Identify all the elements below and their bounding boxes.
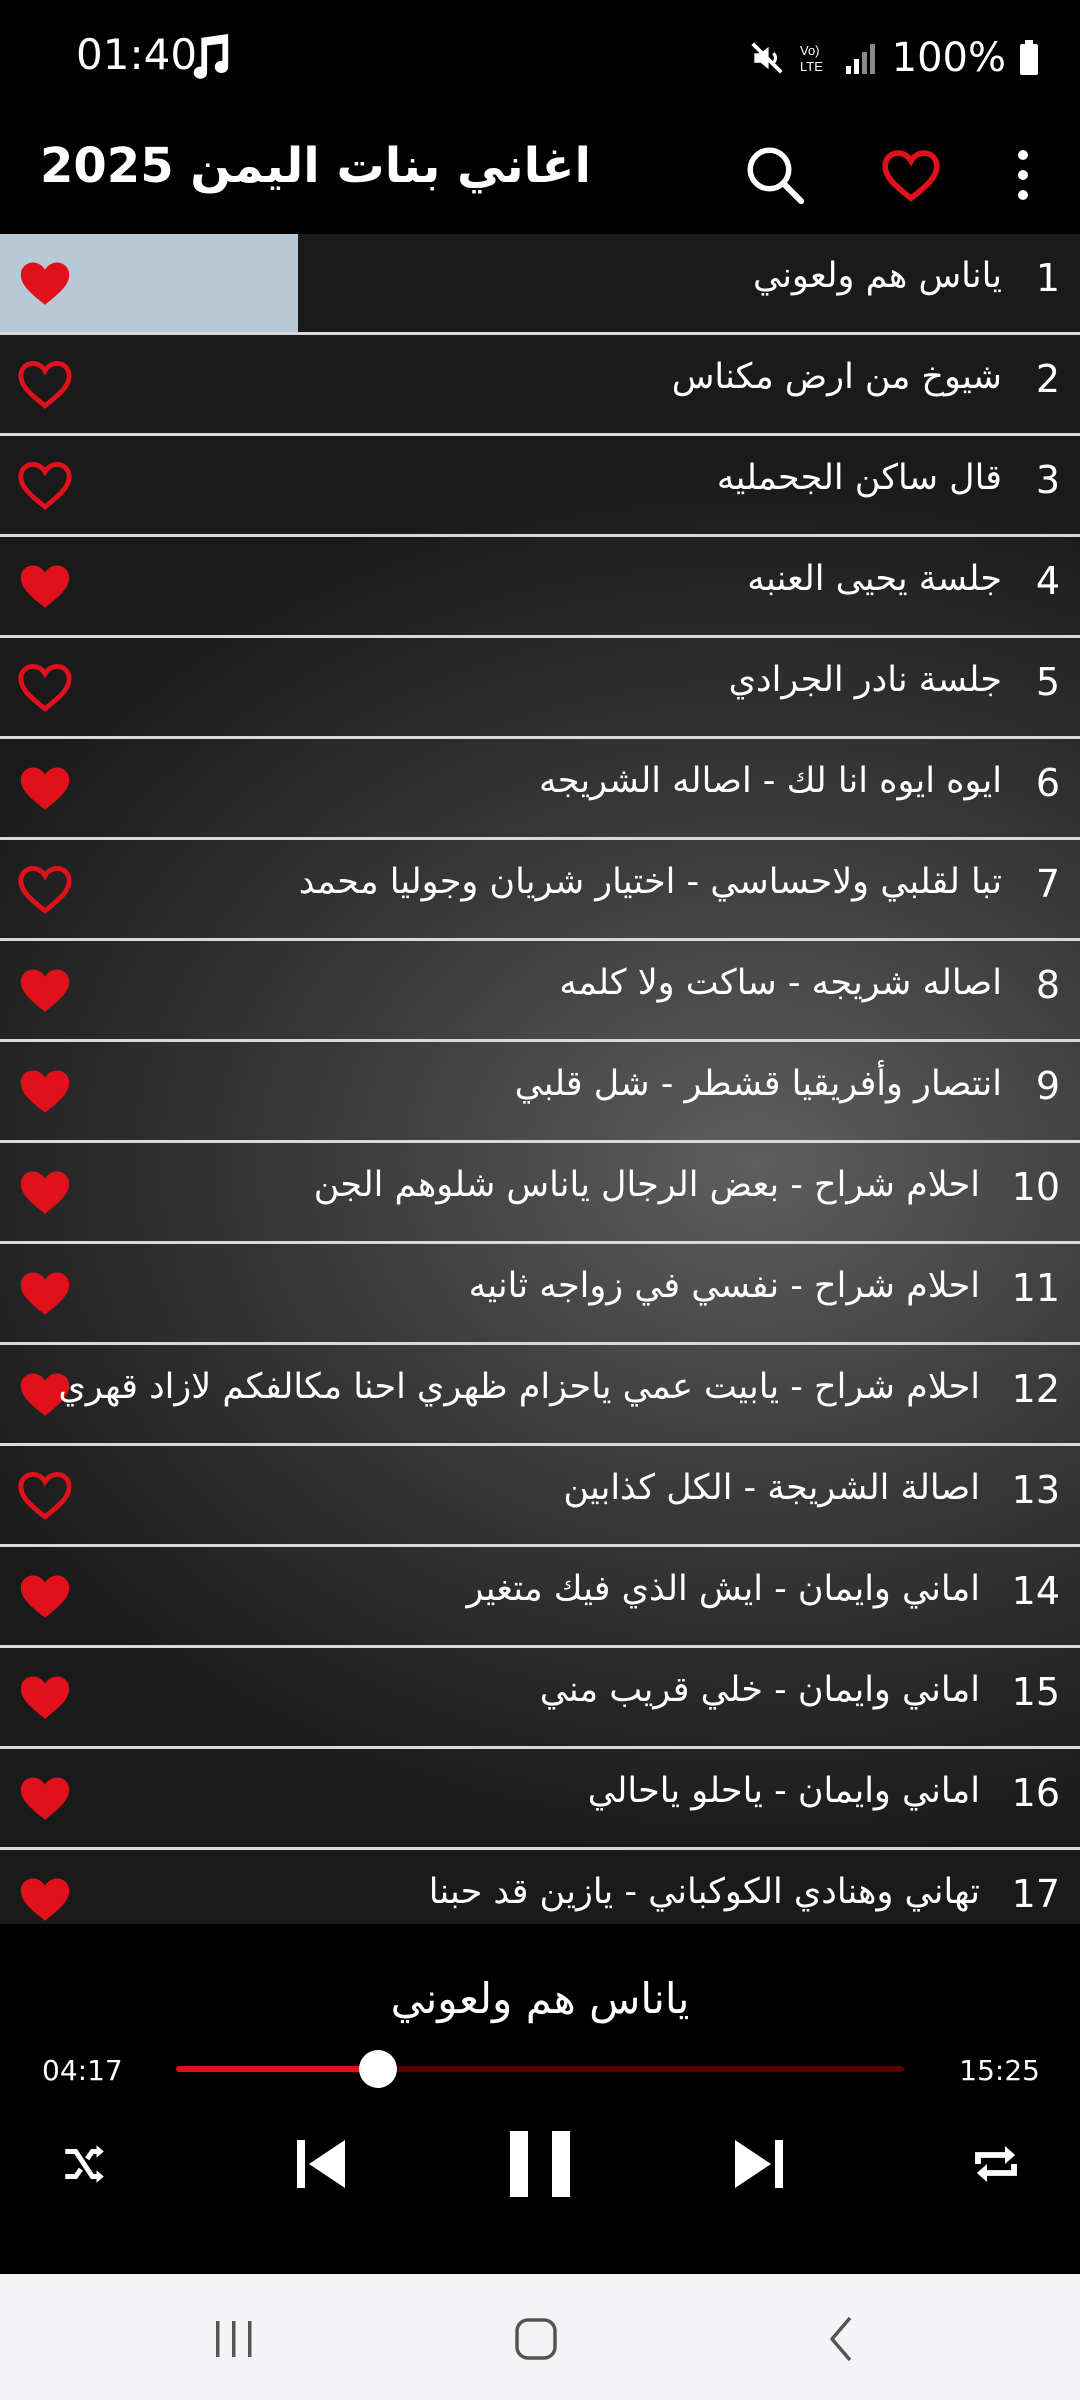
heart-outline-icon[interactable]	[16, 660, 74, 714]
status-bar	[0, 0, 1080, 120]
song-row[interactable]	[0, 1547, 1080, 1648]
pause-icon	[507, 2128, 573, 2200]
song-title: احلام شراح - بعض الرجال ياناس شلوهم الجن	[313, 1165, 980, 1205]
heart-filled-icon[interactable]	[16, 1670, 74, 1724]
heart-filled-icon[interactable]	[16, 1771, 74, 1825]
song-number: 11	[1011, 1266, 1060, 1310]
heart-filled-icon[interactable]	[16, 1872, 74, 1924]
song-title: اماني وايمان - ايش الذي فيك متغير	[466, 1569, 980, 1609]
mute-icon	[748, 39, 786, 77]
recents-icon	[211, 2318, 257, 2360]
next-icon	[726, 2132, 792, 2196]
song-row[interactable]	[0, 537, 1080, 638]
heart-outline-icon[interactable]	[16, 458, 74, 512]
heart-filled-icon[interactable]	[16, 256, 74, 310]
song-number: 16	[1011, 1771, 1060, 1815]
song-list[interactable]	[0, 234, 1080, 1924]
song-number: 9	[1035, 1064, 1060, 1108]
song-number: 15	[1011, 1670, 1060, 1714]
song-title: تهاني وهنادي الكوكباني - يازين قد حبنا	[428, 1872, 980, 1912]
song-row[interactable]	[0, 234, 1080, 335]
favorites-button[interactable]	[866, 130, 956, 220]
song-title: احلام شراح - نفسي في زواجه ثانيه	[468, 1266, 980, 1306]
heart-filled-icon[interactable]	[16, 1064, 74, 1118]
shuffle-button[interactable]	[44, 2124, 124, 2204]
song-number: 7	[1035, 862, 1060, 906]
heart-filled-icon[interactable]	[16, 1165, 74, 1219]
previous-button[interactable]	[276, 2124, 366, 2204]
song-title: تبا لقلبي ولاحساسي - اختيار شريان وجوليا محمد	[298, 862, 1002, 902]
song-number: 4	[1035, 559, 1060, 603]
total-time: 15:25	[959, 2054, 1040, 2087]
system-nav-bar	[0, 2274, 1080, 2400]
song-title: شيوخ من ارض مكناس	[671, 357, 1002, 397]
heart-filled-icon[interactable]	[16, 559, 74, 613]
seek-bar[interactable]	[176, 2066, 904, 2072]
back-icon	[822, 2314, 858, 2364]
app-bar	[0, 120, 1080, 234]
song-row[interactable]	[0, 941, 1080, 1042]
song-number: 2	[1035, 357, 1060, 401]
song-row[interactable]	[0, 1345, 1080, 1446]
song-title: انتصار وأفريقيا قشطر - شل قلبي	[514, 1064, 1002, 1104]
search-button[interactable]	[730, 130, 820, 220]
song-title: قال ساكن الجحمليه	[716, 458, 1002, 498]
previous-icon	[288, 2132, 354, 2196]
music-note-icon	[186, 32, 232, 82]
song-title: ايوه ايوه انا لك - اصاله الشريجه	[539, 761, 1002, 801]
song-title: احلام شراح - يابيت عمي ياحزام ظهري احنا مكالفكم لازاد قهري	[58, 1367, 980, 1407]
favorites-heart-icon	[880, 146, 942, 204]
song-title: اماني وايمان - خلي قريب مني	[539, 1670, 980, 1710]
seek-bar-progress	[176, 2066, 378, 2072]
svg-text:Vo): Vo)	[799, 43, 820, 58]
song-number: 1	[1035, 256, 1060, 300]
now-playing-title: ياناس هم ولعوني	[390, 1974, 690, 2023]
elapsed-time: 04:17	[42, 2054, 123, 2087]
battery-percent: 100%	[891, 35, 1006, 81]
song-row[interactable]	[0, 436, 1080, 537]
song-number: 3	[1035, 458, 1060, 502]
song-row[interactable]	[0, 638, 1080, 739]
song-number: 13	[1011, 1468, 1060, 1512]
heart-outline-icon[interactable]	[16, 862, 74, 916]
back-button[interactable]	[800, 2304, 880, 2374]
heart-filled-icon[interactable]	[16, 1569, 74, 1623]
heart-outline-icon[interactable]	[16, 357, 74, 411]
song-title: جلسة يحيى العنبه	[747, 559, 1002, 599]
song-row[interactable]	[0, 1749, 1080, 1850]
heart-filled-icon[interactable]	[16, 761, 74, 815]
shuffle-icon	[55, 2139, 113, 2189]
song-row[interactable]	[0, 1244, 1080, 1345]
song-title: جلسة نادر الجرادي	[728, 660, 1002, 700]
more-options-button[interactable]	[978, 130, 1068, 220]
signal-icon	[844, 40, 880, 76]
song-row[interactable]	[0, 739, 1080, 840]
home-icon	[513, 2316, 559, 2362]
search-icon	[742, 142, 808, 208]
repeat-button[interactable]	[956, 2124, 1036, 2204]
song-title: اصاله شريجه - ساكت ولا كلمه	[559, 963, 1002, 1003]
song-title: اماني وايمان - ياحلو ياحالي	[587, 1771, 980, 1811]
song-row[interactable]	[0, 1648, 1080, 1749]
song-title: اصالة الشريجة - الكل كذابين	[563, 1468, 980, 1508]
heart-filled-icon[interactable]	[16, 963, 74, 1017]
app-title: اغاني بنات اليمن 2025	[40, 138, 591, 194]
song-row[interactable]	[0, 1850, 1080, 1924]
status-icons	[748, 30, 1040, 86]
song-number: 5	[1035, 660, 1060, 704]
song-number: 14	[1011, 1569, 1060, 1613]
song-number: 17	[1011, 1872, 1060, 1916]
volte-icon	[798, 39, 832, 77]
more-vert-icon	[1013, 147, 1033, 203]
svg-text:LTE: LTE	[799, 59, 823, 74]
recents-button[interactable]	[194, 2304, 274, 2374]
song-row[interactable]	[0, 335, 1080, 436]
repeat-icon	[968, 2137, 1024, 2191]
home-button[interactable]	[496, 2304, 576, 2374]
song-row[interactable]	[0, 1446, 1080, 1547]
seek-bar-thumb[interactable]	[359, 2050, 397, 2088]
song-title: ياناس هم ولعوني	[753, 256, 1002, 296]
player	[0, 1924, 1080, 2274]
song-row[interactable]	[0, 840, 1080, 941]
pause-button[interactable]	[490, 2124, 590, 2204]
song-number: 8	[1035, 963, 1060, 1007]
song-number: 12	[1011, 1367, 1060, 1411]
song-row[interactable]	[0, 1143, 1080, 1244]
song-row[interactable]	[0, 1042, 1080, 1143]
heart-filled-icon[interactable]	[16, 1266, 74, 1320]
battery-icon	[1018, 39, 1040, 77]
song-number: 6	[1035, 761, 1060, 805]
heart-outline-icon[interactable]	[16, 1468, 74, 1522]
song-number: 10	[1011, 1165, 1060, 1209]
next-button[interactable]	[714, 2124, 804, 2204]
status-time: 01:40	[76, 30, 198, 79]
